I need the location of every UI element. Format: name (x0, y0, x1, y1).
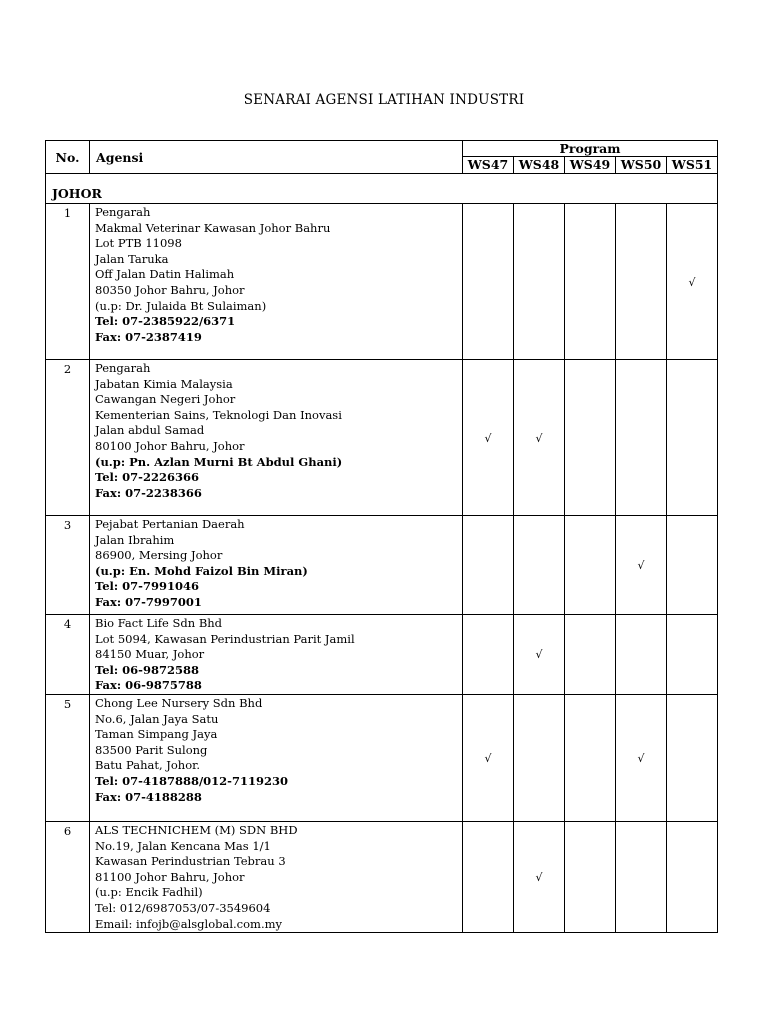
program-cell-ws49 (565, 615, 616, 695)
row-number: 6 (46, 821, 90, 932)
agency-line: Email: infojb@alsglobal.com.my (95, 916, 283, 931)
check-mark: √ (535, 871, 543, 885)
row-number: 5 (46, 694, 90, 821)
agency-line: Pengarah (95, 205, 151, 219)
program-cell-ws47 (463, 204, 514, 360)
agency-line: Bio Fact Life Sdn Bhd (95, 616, 223, 630)
check-mark: √ (637, 751, 645, 765)
table-row (46, 204, 718, 360)
table-row (46, 615, 718, 695)
agency-line: ALS TECHNICHEM (M) SDN BHD (95, 822, 298, 837)
program-cell-ws49 (565, 821, 616, 932)
program-cell-ws47 (463, 615, 514, 695)
table-row (46, 694, 718, 821)
program-cell-ws47 (463, 694, 514, 821)
agency-line: 86900, Mersing Johor (95, 548, 223, 563)
agency-line: Fax: 07-2387419 (95, 329, 202, 344)
program-cell-ws50 (616, 694, 667, 821)
agency-details (90, 615, 463, 695)
program-cell-ws51 (667, 694, 718, 821)
agency-line: Tel: 07-2226366 (95, 470, 199, 485)
check-mark: √ (535, 431, 543, 445)
agency-line: 80100 Johor Bahru, Johor (95, 438, 245, 453)
program-cell-ws51 (667, 360, 718, 516)
header-ws50: WS50 (616, 157, 667, 174)
agency-line: Pengarah (95, 361, 151, 375)
check-mark: √ (688, 275, 696, 289)
agency-line: Lot 5094, Kawasan Perindustrian Parit Jamil (95, 631, 355, 646)
agency-line: Pejabat Pertanian Daerah (95, 517, 245, 531)
agency-line: Jalan Ibrahim (95, 532, 175, 547)
row-number: 2 (46, 360, 90, 516)
agency-line: No.19, Jalan Kencana Mas 1/1 (95, 838, 271, 853)
program-cell-ws48 (514, 694, 565, 821)
agency-line: Tel: 07-4187888/012-7119230 (95, 773, 288, 788)
agency-line: 81100 Johor Bahru, Johor (95, 869, 245, 884)
row-number: 1 (46, 204, 90, 360)
agency-line: Fax: 06-9875788 (95, 678, 202, 693)
header-agensi: Agensi (90, 141, 463, 174)
program-cell-ws49 (565, 694, 616, 821)
check-mark: √ (484, 751, 492, 765)
program-cell-ws50 (616, 360, 667, 516)
program-cell-ws50 (616, 821, 667, 932)
row-number: 3 (46, 516, 90, 615)
agency-line: Cawangan Negeri Johor (95, 392, 236, 407)
agency-table (45, 140, 718, 933)
agency-line: Lot PTB 11098 (95, 236, 182, 251)
agency-line: 84150 Muar, Johor (95, 647, 205, 662)
agency-details (90, 694, 463, 821)
agency-line: Kawasan Perindustrian Tebrau 3 (95, 854, 286, 869)
program-cell-ws51 (667, 204, 718, 360)
program-cell-ws49 (565, 516, 616, 615)
table-row (46, 516, 718, 615)
program-cell-ws48 (514, 204, 565, 360)
agency-details (90, 821, 463, 932)
agency-line: Kementerian Sains, Teknologi Dan Inovasi (95, 407, 342, 422)
table-row (46, 821, 718, 932)
agency-line: (u.p: Pn. Azlan Murni Bt Abdul Ghani) (95, 454, 343, 469)
check-mark: √ (637, 559, 645, 572)
program-cell-ws47 (463, 821, 514, 932)
header-ws47: WS47 (463, 157, 514, 174)
agency-line: Jabatan Kimia Malaysia (95, 376, 233, 391)
agency-line: Fax: 07-2238366 (95, 485, 202, 500)
agency-line: Makmal Veterinar Kawasan Johor Bahru (95, 220, 331, 235)
agency-line: Batu Pahat, Johor. (95, 758, 201, 773)
program-cell-ws51 (667, 821, 718, 932)
agency-line: Off Jalan Datin Halimah (95, 267, 235, 282)
header-ws49: WS49 (565, 157, 616, 174)
agency-details (90, 516, 463, 615)
program-cell-ws50 (616, 615, 667, 695)
program-cell-ws47 (463, 516, 514, 615)
program-cell-ws50 (616, 516, 667, 615)
region-heading: JOHOR (46, 174, 718, 204)
agency-line: Chong Lee Nursery Sdn Bhd (95, 695, 263, 710)
agency-line: 83500 Parit Sulong (95, 742, 208, 757)
program-cell-ws51 (667, 615, 718, 695)
program-cell-ws50 (616, 204, 667, 360)
agency-line: (u.p: Dr. Julaida Bt Sulaiman) (95, 298, 267, 313)
agency-line: Jalan abdul Samad (95, 423, 205, 438)
program-cell-ws51 (667, 516, 718, 615)
program-cell-ws49 (565, 360, 616, 516)
table-row (46, 360, 718, 516)
agency-line: (u.p: Encik Fadhil) (95, 885, 203, 900)
program-cell-ws48 (514, 516, 565, 615)
agency-line: (u.p: En. Mohd Faizol Bin Miran) (95, 563, 308, 578)
header-ws51: WS51 (667, 157, 718, 174)
program-cell-ws49 (565, 204, 616, 360)
header-program: Program (463, 141, 718, 157)
agency-line: 80350 Johor Bahru, Johor (95, 282, 245, 297)
agency-line: No.6, Jalan Jaya Satu (95, 711, 219, 726)
agency-line: Taman Simpang Jaya (95, 727, 218, 742)
program-cell-ws48 (514, 360, 565, 516)
header-no: No. (46, 141, 90, 174)
check-mark: √ (535, 648, 543, 662)
agency-line: Tel: 07-2385922/6371 (95, 314, 236, 329)
header-ws48: WS48 (514, 157, 565, 174)
agency-details (90, 360, 463, 516)
agency-line: Tel: 06-9872588 (95, 662, 199, 677)
program-cell-ws48 (514, 821, 565, 932)
check-mark: √ (484, 431, 492, 445)
document-title: SENARAI AGENSI LATIHAN INDUSTRI (243, 92, 525, 108)
program-cell-ws48 (514, 615, 565, 695)
agency-line: Fax: 07-4188288 (95, 789, 202, 804)
agency-details (90, 204, 463, 360)
agency-line: Jalan Taruka (95, 251, 169, 266)
program-cell-ws47 (463, 360, 514, 516)
agency-line: Tel: 07-7991046 (95, 579, 199, 594)
agency-line: Tel: 012/6987053/07-3549604 (95, 900, 271, 915)
agency-line: Fax: 07-7997001 (95, 594, 202, 609)
row-number: 4 (46, 615, 90, 695)
